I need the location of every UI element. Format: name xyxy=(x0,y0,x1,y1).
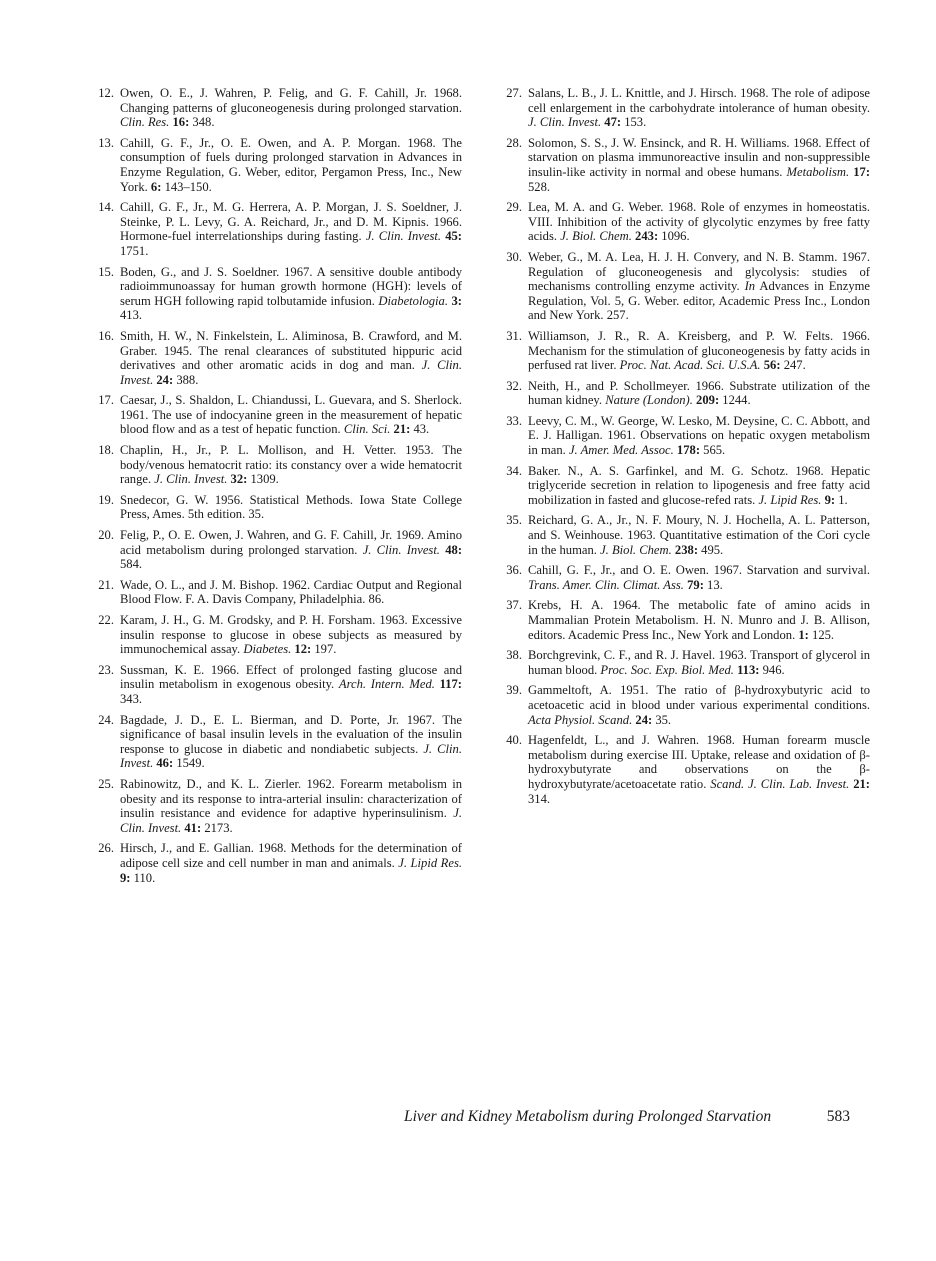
reference-segment: 143–150. xyxy=(161,179,212,194)
reference-number: 18. xyxy=(98,443,114,458)
reference-segment: Reichard, G. A., Jr., N. F. Moury, N. J. Hochella, A. L. Patterson, and S. Weinhouse. 1963. Quantitative estimation of the Cori cycle in the human. xyxy=(528,513,870,557)
reference-text xyxy=(528,464,870,507)
reference-segment: Weber, G., M. A. Lea, H. J. H. Convery, and N. B. Stamm. 1967. Regulation of gluconeogenesis and glycolysis: studies of mechanisms controlling enzyme activity. xyxy=(528,249,870,294)
reference-item xyxy=(90,713,462,771)
journal-name: Nature (London). xyxy=(605,393,693,408)
reference-segment: Borchgrevink, C. F., and R. J. Havel. 1963. Transport of glycerol in human blood. xyxy=(528,648,870,677)
reference-segment: 1309. xyxy=(247,472,279,487)
reference-segment: 584. xyxy=(120,557,143,572)
journal-name: Acta Physiol. Scand. xyxy=(528,712,633,727)
journal-name: J. Biol. Chem. xyxy=(600,542,672,557)
reference-segment: Smith, H. W., N. Finkelstein, L. Aliminosa, B. Crawford, and M. Graber. 1945. The renal clearances of substituted hippuric acid derivatives and other aromatic acids in dog and man. xyxy=(120,328,462,373)
reference-segment: Solomon, S. S., J. W. Ensinck, and R. H. Williams. 1968. Effect of starvation on plasma immunoreactive insulin and non-suppressible insulin-like activity in normal and obese humans. xyxy=(528,135,870,179)
volume-number: 178: xyxy=(676,443,701,458)
volume-number: 16: xyxy=(172,115,190,130)
reference-text xyxy=(120,777,462,835)
running-title: Liver and Kidney Metabolism during Prolonged Starvation xyxy=(404,1108,772,1125)
reference-segment: Caesar, J., S. Shaldon, L. Chiandussi, L. Guevara, and S. Sherlock. 1961. The use of indocyanine green in the measurement of hepatic blood flow and as a test of hepatic function. xyxy=(120,393,462,437)
reference-segment: 197. xyxy=(311,642,337,657)
volume-number: 24: xyxy=(156,372,174,387)
reference-item xyxy=(498,733,870,806)
reference-text xyxy=(120,841,462,884)
volume-number: 243: xyxy=(635,229,659,244)
journal-name: Trans. Amer. Clin. Climat. Ass. xyxy=(528,577,684,592)
reference-segment: Cahill, G. F., Jr., M. G. Herrera, A. P. Morgan, J. S. Soeldner, J. Steinke, P. L. Levy, G. A. Reichard, Jr., and D. M. Kipnis. 1966. Hormone-fuel interrelationships during fasting. xyxy=(120,200,462,244)
reference-text xyxy=(120,528,462,571)
reference-segment: Rabinowitz, D., and K. L. Zierler. 1962. Forearm metabolism in obesity and its response to intra-arterial insulin: characterization of insulin resistance and evidence for adaptive hyperinsulinism. xyxy=(120,776,462,821)
journal-name: Scand. J. Clin. Lab. Invest. xyxy=(710,776,850,791)
reference-segment: Karam, J. H., G. M. Grodsky, and P. H. Forsham. 1963. Excessive insulin response to glucose in obese subjects as measured by immunochemical assay. xyxy=(120,613,462,657)
volume-number: 9: xyxy=(824,492,836,507)
reference-number: 21. xyxy=(98,577,114,592)
reference-segment: Williamson, J. R., R. A. Kreisberg, and P. W. Felts. 1966. Mechanism for the stimulation of gluconeogenesis by fatty acids in perfused rat liver. xyxy=(528,328,870,373)
volume-number: 117: xyxy=(439,677,462,692)
reference-segment: 43. xyxy=(410,422,430,437)
reference-segment: 247. xyxy=(780,358,806,373)
reference-segment: Chaplin, H., Jr., P. L. Mollison, and H. Vetter. 1953. The body/venous hematocrit ratio: its constancy over a wide hematocrit range. xyxy=(120,443,462,487)
reference-text xyxy=(120,578,462,607)
reference-item xyxy=(90,777,462,835)
journal-name: J. Clin. Invest. xyxy=(365,229,441,244)
reference-item xyxy=(90,86,462,130)
reference-number: 24. xyxy=(98,712,114,727)
reference-segment: Baker. N., A. S. Garfinkel, and M. G. Schotz. 1968. Hepatic triglyceride secretion in relation to lipogenesis and free fatty acid mobilization in fasted and glucose-refed rats. xyxy=(528,463,870,507)
reference-number: 26. xyxy=(98,841,114,856)
volume-number: 79: xyxy=(687,577,704,592)
reference-item xyxy=(498,329,870,373)
journal-name: J. Lipid Res. xyxy=(398,855,462,870)
reference-item xyxy=(498,86,870,130)
reference-item xyxy=(498,683,870,727)
reference-item xyxy=(498,598,870,642)
reference-text xyxy=(120,200,462,258)
reference-text xyxy=(120,393,462,436)
reference-segment: 1549. xyxy=(173,756,205,771)
reference-segment: Salans, L. B., J. L. Knittle, and J. Hirsch. 1968. The role of adipose cell enlargement in the carbohydrate intolerance of human obesity. xyxy=(528,86,870,115)
reference-segment: Advances in Enzyme Regulation, Vol. 5, G. Weber. editor, Academic Press Inc., London and New York. 257. xyxy=(528,279,870,323)
reference-number: 16. xyxy=(98,328,114,343)
reference-number: 34. xyxy=(506,463,522,478)
reference-segment: 348. xyxy=(189,115,215,130)
reference-item xyxy=(90,443,462,487)
reference-segment: Hirsch, J., and E. Gallian. 1968. Methods for the determination of adipose cell size and cell number in man and animals. xyxy=(120,841,462,870)
reference-segment: 314. xyxy=(528,791,551,806)
reference-text xyxy=(120,265,462,323)
reference-number: 39. xyxy=(506,683,522,698)
reference-number: 35. xyxy=(506,513,522,528)
reference-number: 15. xyxy=(98,264,114,279)
reference-number: 28. xyxy=(506,135,522,150)
volume-number: 209: xyxy=(696,393,720,408)
journal-name: J. Clin. Invest. xyxy=(120,741,462,771)
reference-text xyxy=(120,613,462,656)
reference-item xyxy=(90,329,462,387)
reference-number: 37. xyxy=(506,598,522,613)
reference-segment: 125. xyxy=(808,627,835,642)
reference-segment: Lea, M. A. and G. Weber. 1968. Role of enzymes in homeostatis. VIII. Inhibition of the activity of glycolytic enzymes by free fatty acids. xyxy=(528,200,870,244)
reference-item xyxy=(90,613,462,657)
reference-segment: 1096. xyxy=(658,229,690,244)
reference-segment: 2173. xyxy=(201,820,233,835)
references-right-column xyxy=(498,86,870,812)
reference-number: 25. xyxy=(98,776,114,791)
reference-segment: Krebs, H. A. 1964. The metabolic fate of amino acids in Mammalian Protein Metabolism. H. N. Munro and J. B. Allison, editors. Academic Press Inc., New York and London. xyxy=(528,598,870,642)
reference-segment: Leevy, C. M., W. George, W. Lesko, M. Deysine, C. C. Abbott, and E. J. Halligan. 1961. Observations on hepatic oxygen metabolism in man. xyxy=(528,413,870,458)
volume-number: 32: xyxy=(230,472,248,487)
reference-segment: 528. xyxy=(528,179,551,194)
reference-text xyxy=(528,86,870,129)
reference-segment: 946. xyxy=(759,662,785,677)
reference-item xyxy=(90,393,462,437)
volume-number: 21: xyxy=(853,776,870,791)
journal-name: J. Clin. Invest. xyxy=(528,115,602,130)
journal-name: Metabolism. xyxy=(786,164,850,179)
reference-segment: Neith, H., and P. Schollmeyer. 1966. Substrate utilization of the human kidney. xyxy=(528,378,870,408)
reference-item xyxy=(498,464,870,508)
reference-item xyxy=(90,265,462,323)
reference-item xyxy=(498,136,870,194)
volume-number: 1: xyxy=(798,627,809,642)
reference-item xyxy=(90,841,462,885)
volume-number: 3: xyxy=(451,293,462,308)
reference-segment: Hagenfeldt, L., and J. Wahren. 1968. Human forearm muscle metabolism during exercise III. Uptake, release and oxidation of β-hydroxybutyrate and observations on the β-hydroxybutyrate/acetoacetate ratio. xyxy=(528,733,870,791)
reference-segment: 13. xyxy=(703,577,723,592)
reference-item xyxy=(498,563,870,592)
reference-text xyxy=(528,250,870,322)
volume-number: 238: xyxy=(674,542,699,557)
journal-name: Diabetologia. xyxy=(378,293,449,308)
reference-number: 19. xyxy=(98,492,114,507)
reference-item xyxy=(90,528,462,572)
reference-text xyxy=(528,598,870,641)
volume-number: 45: xyxy=(445,229,462,244)
reference-item xyxy=(498,379,870,408)
journal-name: J. Lipid Res. xyxy=(758,492,822,507)
reference-segment: 110. xyxy=(130,870,156,885)
reference-number: 13. xyxy=(98,135,114,150)
reference-segment: Snedecor, G. W. 1956. Statistical Methods. Iowa State College Press, Ames. 5th edition. 35. xyxy=(120,492,462,522)
volume-number: 17: xyxy=(853,164,871,179)
volume-number: 113: xyxy=(737,662,760,677)
journal-name: In xyxy=(744,279,756,294)
journal-name: Proc. Soc. Exp. Biol. Med. xyxy=(600,662,734,677)
reference-text xyxy=(528,563,870,592)
reference-item xyxy=(498,250,870,323)
journal-name: J. Biol. Chem. xyxy=(560,229,632,244)
reference-text xyxy=(528,733,870,805)
reference-number: 30. xyxy=(506,249,522,264)
page-number: 583 xyxy=(826,1108,850,1125)
journal-name: Proc. Nat. Acad. Sci. U.S.A. xyxy=(619,358,761,373)
reference-number: 31. xyxy=(506,328,522,343)
reference-number: 32. xyxy=(506,378,522,393)
references-left-column xyxy=(90,86,462,891)
reference-text xyxy=(528,513,870,556)
volume-number: 41: xyxy=(184,820,202,835)
reference-segment: 35. xyxy=(652,712,672,727)
reference-text xyxy=(120,713,462,771)
volume-number: 21: xyxy=(393,422,411,437)
volume-number: 48: xyxy=(445,542,463,557)
reference-text xyxy=(120,136,462,194)
reference-segment: 1244. xyxy=(719,393,751,408)
reference-segment: 1751. xyxy=(120,243,149,258)
reference-text xyxy=(120,663,462,706)
reference-item xyxy=(90,663,462,707)
reference-text xyxy=(528,329,870,372)
reference-number: 12. xyxy=(98,86,114,100)
reference-number: 17. xyxy=(98,393,114,408)
reference-segment: 565. xyxy=(700,443,726,458)
reference-number: 33. xyxy=(506,413,522,428)
reference-segment: 1. xyxy=(835,492,848,507)
reference-number: 29. xyxy=(506,200,522,215)
volume-number: 12: xyxy=(294,642,312,657)
reference-number: 27. xyxy=(506,86,522,100)
reference-segment: 413. xyxy=(120,308,143,323)
page-footer xyxy=(404,1108,850,1126)
reference-segment: Wade, O. L., and J. M. Bishop. 1962. Cardiac Output and Regional Blood Flow. F. A. Davis Company, Philadelphia. 86. xyxy=(120,577,462,607)
journal-name: J. Amer. Med. Assoc. xyxy=(568,443,674,458)
reference-number: 23. xyxy=(98,662,114,677)
reference-number: 40. xyxy=(506,733,522,748)
reference-item xyxy=(498,513,870,557)
journal-name: J. Clin. Invest. xyxy=(120,358,463,387)
reference-text xyxy=(528,648,870,677)
reference-text xyxy=(120,329,462,387)
volume-number: 24: xyxy=(635,712,653,727)
reference-text xyxy=(528,683,870,726)
reference-segment: 388. xyxy=(173,372,199,387)
reference-text xyxy=(528,379,870,408)
journal-name: J. Clin. Invest. xyxy=(154,472,228,487)
volume-number: 46: xyxy=(156,756,174,771)
reference-segment: 153. xyxy=(621,115,647,130)
reference-number: 20. xyxy=(98,528,114,543)
volume-number: 56: xyxy=(763,358,781,373)
journal-name: Clin. Sci. xyxy=(343,422,391,437)
reference-number: 38. xyxy=(506,648,522,663)
reference-text xyxy=(528,414,870,457)
reference-segment: Boden, G., and J. S. Soeldner. 1967. A sensitive double antibody radioimmunoassay for human growth hormone (HGH): levels of serum HGH following rapid tolbutamide infusion. xyxy=(120,264,462,308)
reference-number: 14. xyxy=(98,200,114,215)
journal-name: Arch. Intern. Med. xyxy=(338,677,435,692)
reference-segment: Bagdade, J. D., E. L. Bierman, and D. Porte, Jr. 1967. The significance of basal insulin levels in the evaluation of the insulin response to glucose in diabetic and nondiabetic subjects. xyxy=(120,712,462,756)
reference-item xyxy=(498,200,870,244)
journal-name: J. Clin. Invest. xyxy=(362,542,440,557)
reference-text xyxy=(120,493,462,522)
reference-item xyxy=(90,578,462,607)
reference-text xyxy=(120,443,462,486)
reference-segment: 495. xyxy=(698,542,724,557)
volume-number: 9: xyxy=(120,870,131,885)
reference-item xyxy=(90,136,462,194)
reference-item xyxy=(90,200,462,258)
volume-number: 6: xyxy=(150,179,162,194)
reference-segment: Cahill, G. F., Jr., and O. E. Owen. 1967. Starvation and survival. xyxy=(528,563,870,578)
reference-item xyxy=(90,493,462,522)
reference-segment: Sussman, K. E. 1966. Effect of prolonged fasting glucose and insulin metabolism in exogenous obesity. xyxy=(120,662,462,692)
reference-segment: Owen, O. E., J. Wahren, P. Felig, and G. F. Cahill, Jr. 1968. Changing patterns of gluconeogenesis during prolonged starvation. xyxy=(120,86,462,115)
reference-text xyxy=(528,136,870,194)
reference-number: 36. xyxy=(506,563,522,578)
journal-name: J. Clin. Invest. xyxy=(120,806,462,835)
journal-name: Clin. Res. xyxy=(120,115,170,130)
reference-segment: Felig, P., O. E. Owen, J. Wahren, and G. F. Cahill, Jr. 1969. Amino acid metabolism during prolonged starvation. xyxy=(120,528,462,557)
reference-item xyxy=(498,648,870,677)
reference-segment: Gammeltoft, A. 1951. The ratio of β-hydroxybutyric acid to acetoacetic acid in blood under various experimental conditions. xyxy=(528,683,870,712)
volume-number: 47: xyxy=(604,115,622,130)
reference-segment: 343. xyxy=(120,691,143,706)
reference-text xyxy=(120,86,462,129)
reference-segment: Cahill, G. F., Jr., O. E. Owen, and A. P. Morgan. 1968. The consumption of fuels during prolonged starvation in Advances in Enzyme Regulation, G. Weber, editor, Pergamon Press, Inc., New York. xyxy=(120,135,462,194)
reference-item xyxy=(498,414,870,458)
reference-number: 22. xyxy=(98,613,114,627)
journal-name: Diabetes. xyxy=(243,642,292,657)
reference-text xyxy=(528,200,870,243)
